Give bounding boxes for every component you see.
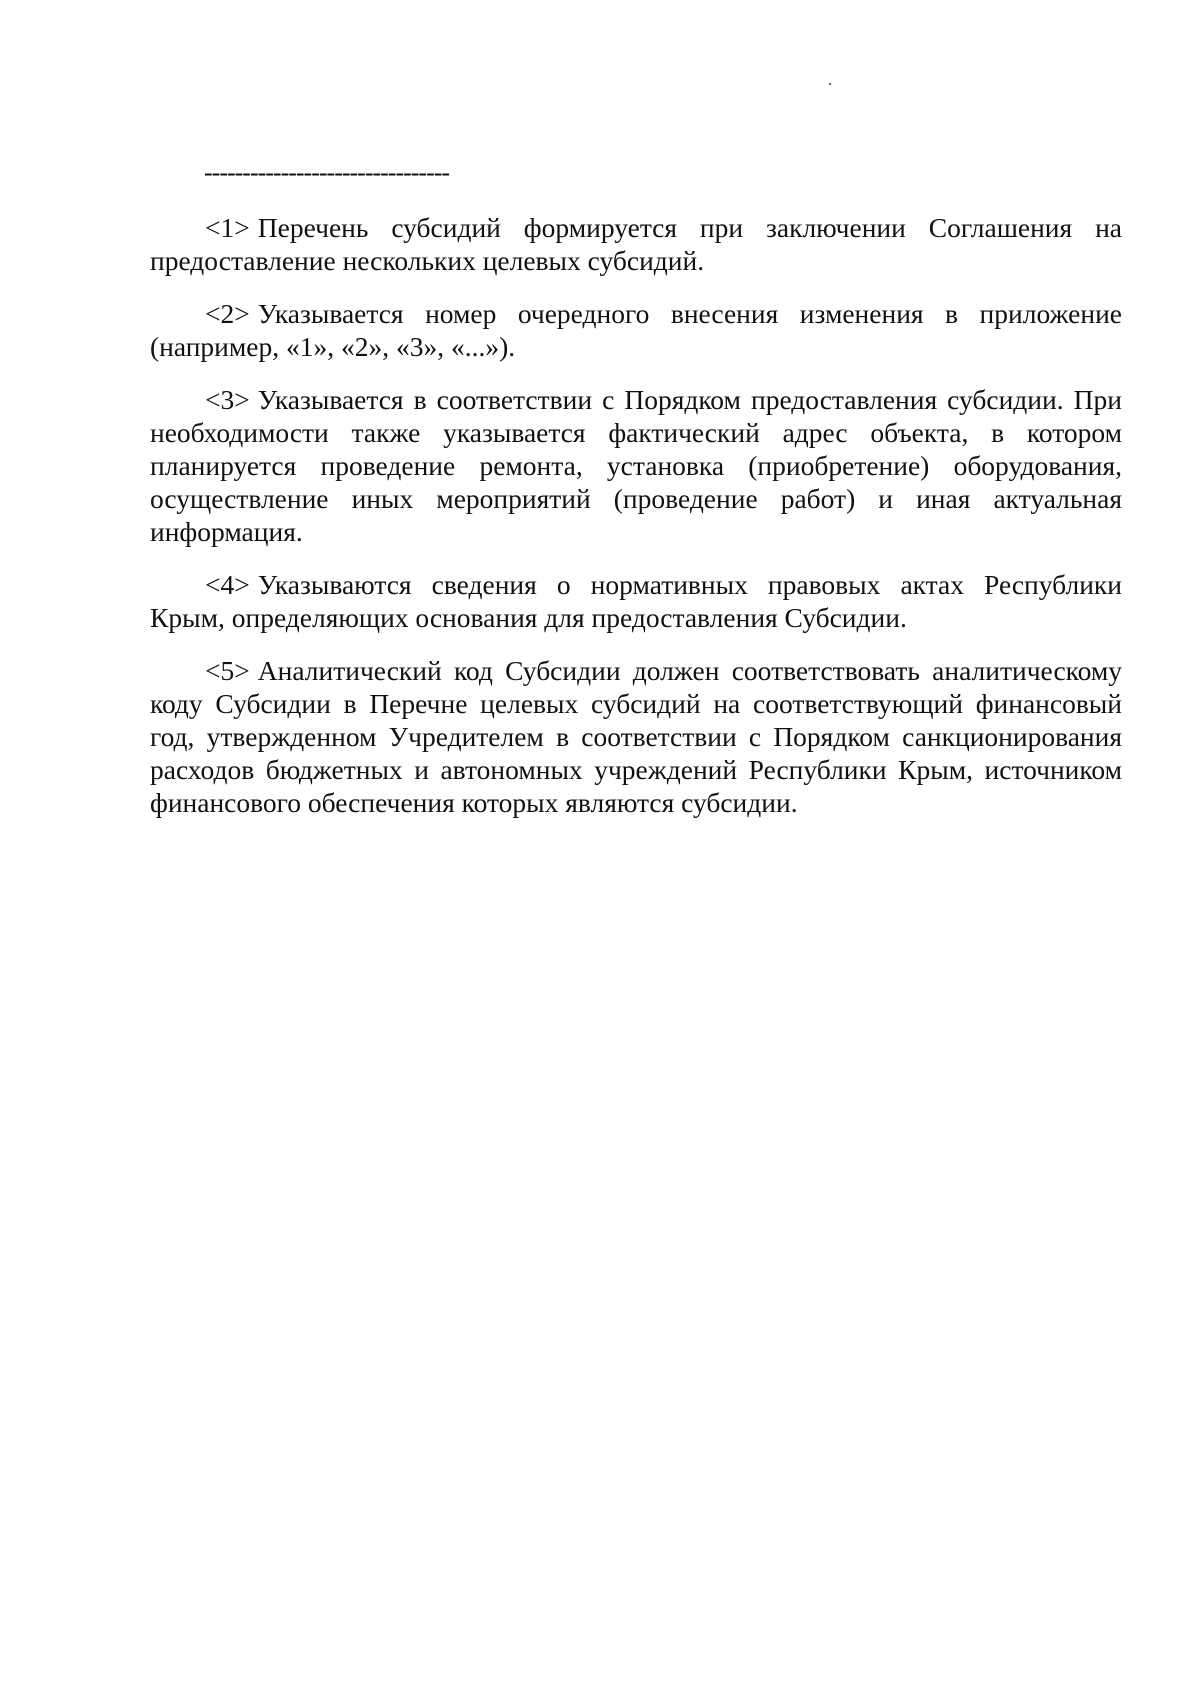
footnote-text: Указываются сведения о нормативных правовых актах Республики Крым, определяющих основания для предоставления Субсидии. [150, 569, 1122, 633]
scan-speck [829, 83, 831, 85]
footnote-text: Указывается в соответствии с Порядком предоставления субсидии. При необходимости также указывается фактический адрес объекта, в котором планируется проведение ремонта, установка (приобретение) оборудования, осуществление иных мероприятий (проведение работ) и иная актуальная информация. [150, 384, 1122, 547]
footnote-5 [150, 654, 1122, 819]
footnote-marker: <4> [205, 569, 250, 600]
footnote-text: Перечень субсидий формируется при заключении Соглашения на предоставление нескольких целевых субсидий. [150, 212, 1122, 276]
footnotes-section [150, 211, 1122, 839]
footnote-3 [150, 383, 1122, 548]
footnote-2 [150, 297, 1122, 363]
footnote-marker: <2> [205, 298, 250, 329]
footnote-marker: <1> [205, 212, 250, 243]
footnote-marker: <5> [205, 655, 250, 686]
footnote-text: Указывается номер очередного внесения изменения в приложение (например, «1», «2», «3», «...»). [150, 298, 1122, 362]
footnote-marker: <3> [205, 384, 250, 415]
footnote-1 [150, 211, 1122, 277]
footnote-text: Аналитический код Субсидии должен соответствовать аналитическому коду Субсидии в Перечне целевых субсидий на соответствующий финансовый год, утвержденном Учредителем в соответствии с Порядком санкционирования расходов бюджетных и автономных учреждений Республики Крым, источником финансового обеспечения которых являются субсидии. [150, 655, 1122, 818]
footnote-4 [150, 568, 1122, 634]
footnote-separator: -------------------------------- [204, 158, 450, 187]
